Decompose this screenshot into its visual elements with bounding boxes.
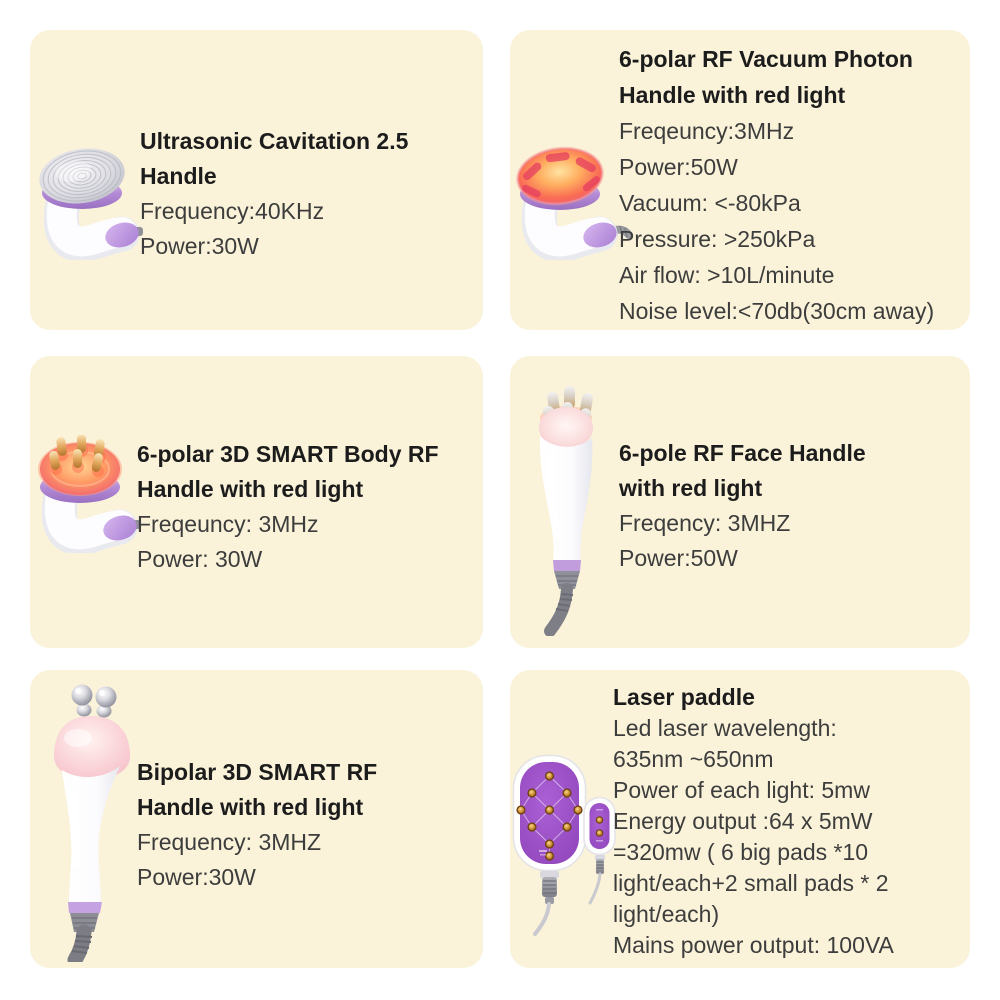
spec-line: Power:30W bbox=[137, 864, 256, 890]
spec-line: Vacuum: <-80kPa bbox=[619, 190, 801, 216]
product-title-line: with red light bbox=[619, 475, 763, 501]
spec-line: Pressure: >250kPa bbox=[619, 226, 816, 252]
rf-vacuum-photon-handle-image bbox=[514, 146, 632, 260]
product-title-line: Handle with red light bbox=[137, 476, 364, 502]
spec-line: Freqeuncy:3MHz bbox=[619, 118, 795, 144]
spec-card-face-rf bbox=[510, 356, 970, 648]
face-rf-handle-image bbox=[536, 384, 612, 636]
spec-line: Power of each light: 5mw bbox=[613, 777, 870, 803]
spec-line: Power:50W bbox=[619, 154, 738, 180]
spec-line: Freqency: 3MHZ bbox=[619, 510, 791, 536]
spec-line: Power:30W bbox=[140, 233, 259, 259]
spec-line: Frequency: 3MHZ bbox=[137, 829, 322, 855]
spec-line: Led laser wavelength: bbox=[613, 715, 837, 741]
body-rf-handle-image bbox=[32, 435, 144, 553]
ultrasonic-cavitation-handle-image bbox=[36, 146, 144, 260]
product-title-line: Handle with red light bbox=[137, 794, 364, 820]
product-title-line: Handle with red light bbox=[619, 82, 846, 108]
spec-line: Power: 30W bbox=[137, 546, 263, 572]
product-title-line: 6-polar 3D SMART Body RF bbox=[137, 441, 439, 467]
spec-line: Frequency:40KHz bbox=[140, 198, 325, 224]
spec-line: =320mw ( 6 big pads *10 bbox=[613, 839, 869, 865]
product-title-line: Laser paddle bbox=[613, 684, 755, 710]
product-title-line: Ultrasonic Cavitation 2.5 bbox=[140, 128, 409, 154]
spec-line: 635nm ~650nm bbox=[613, 746, 774, 772]
product-title-line: 6-pole RF Face Handle bbox=[619, 440, 866, 466]
spec-line: Power:50W bbox=[619, 545, 738, 571]
spec-line: light/each+2 small pads * 2 bbox=[613, 870, 889, 896]
spec-line: Noise level:<70db(30cm away) bbox=[619, 298, 935, 324]
spec-card-ultrasonic-cavitation bbox=[30, 30, 483, 330]
spec-card-body-rf bbox=[30, 356, 483, 648]
laser-paddles-image bbox=[512, 754, 618, 946]
spec-card-rf-vacuum-photon bbox=[510, 30, 970, 330]
spec-card-laser-paddle bbox=[510, 670, 970, 968]
product-title-line: 6-polar RF Vacuum Photon bbox=[619, 46, 913, 72]
product-title-line: Handle bbox=[140, 163, 217, 189]
spec-line: light/each) bbox=[613, 901, 720, 927]
bipolar-rf-handle-image bbox=[42, 680, 138, 962]
spec-card-bipolar-rf bbox=[30, 670, 483, 968]
spec-line: Freqeuncy: 3MHz bbox=[137, 511, 319, 537]
product-title-line: Bipolar 3D SMART RF bbox=[137, 759, 378, 785]
spec-line: Air flow: >10L/minute bbox=[619, 262, 835, 288]
spec-line: Energy output :64 x 5mW bbox=[613, 808, 873, 834]
spec-line: Mains power output: 100VA bbox=[613, 932, 894, 958]
